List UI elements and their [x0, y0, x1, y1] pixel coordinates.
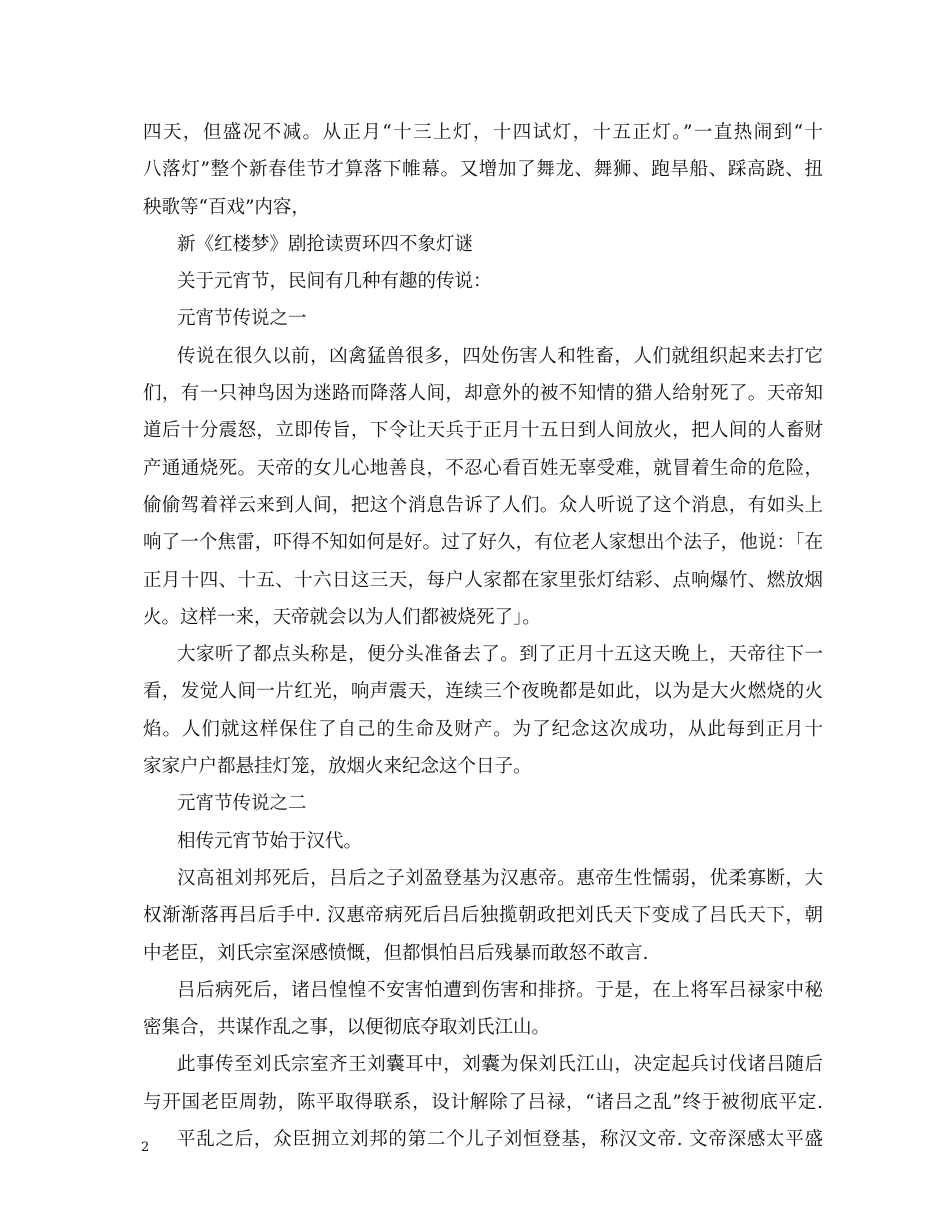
page-number: 2 — [141, 1140, 150, 1155]
text-line: 平乱之后，众臣拥立刘邦的第二个儿子刘恒登基，称汉文帝. 文帝深感太平盛 — [177, 1129, 823, 1151]
text-line: 道后十分震怒，立即传旨，下令让天兵于正月十五日到人间放火，把人间的人畜财 — [143, 420, 823, 442]
text-line: 新《红楼梦》剧抢读贾环四不象灯谜 — [177, 233, 474, 255]
body-text — [143, 114, 823, 1158]
text-line: 正月十四、十五、十六日这三天，每户人家都在家里张灯结彩、点响爆竹、燃放烟 — [143, 569, 823, 591]
text-line: 此事传至刘氏宗室齐王刘囊耳中，刘囊为保刘氏江山，决定起兵讨伐诸吕随后 — [177, 1054, 823, 1076]
text-line: 元宵节传说之一 — [177, 308, 307, 330]
text-line: 响了一个焦雷，吓得不知如何是好。过了好久，有位老人家想出个法子，他说：「在 — [143, 532, 823, 554]
text-line: 密集合，共谋作乱之事，以便彻底夺取刘氏江山。 — [143, 1017, 551, 1039]
text-line: 元宵节传说之二 — [177, 793, 307, 815]
text-line: 与开国老臣周勃，陈平取得联系，设计解除了吕禄，“诸吕之乱”终于被彻底平定. — [143, 1091, 823, 1113]
text-line: 产通通烧死。天帝的女儿心地善良，不忍心看百姓无辜受难，就冒着生命的危险， — [143, 457, 823, 479]
text-line: 火。这样一来，天帝就会以为人们都被烧死了」。 — [143, 606, 541, 628]
text-line: 大家听了都点头称是，便分头准备去了。到了正月十五这天晚上，天帝往下一 — [177, 644, 823, 666]
text-line: 传说在很久以前，凶禽猛兽很多，四处伤害人和牲畜，人们就组织起来去打它 — [177, 345, 823, 367]
text-line: 权渐渐落再吕后手中. 汉惠帝病死后吕后独揽朝政把刘氏天下变成了吕氏天下，朝 — [143, 905, 823, 927]
text-line: 偷偷驾着祥云来到人间，把这个消息告诉了人们。众人听说了这个消息，有如头上 — [143, 494, 823, 516]
text-line: 中老臣，刘氏宗室深感愤慨，但都惧怕吕后残暴而敢怒不敢言. — [143, 942, 649, 964]
text-line: 家家户户都悬挂灯笼，放烟火来纪念这个日子。 — [143, 756, 532, 778]
text-line: 八落灯”整个新春佳节才算落下帷幕。又增加了舞龙、舞狮、跑旱船、踩高跷、扭 — [143, 159, 823, 181]
text-line: 焰。人们就这样保住了自己的生命及财产。为了纪念这次成功，从此每到正月十 — [143, 718, 823, 740]
text-line: 看，发觉人间一片红光，响声震天，连续三个夜晚都是如此，以为是大火燃烧的火 — [143, 681, 823, 703]
text-line: 相传元宵节始于汉代。 — [177, 830, 363, 852]
text-line: 四天，但盛况不减。从正月“十三上灯，十四试灯，十五正灯。”一直热闹到“十 — [143, 122, 823, 143]
text-line: 汉高祖刘邦死后，吕后之子刘盈登基为汉惠帝。惠帝生性懦弱，优柔寡断，大 — [177, 867, 823, 889]
text-line: 秧歌等“百戏”内容， — [143, 196, 310, 218]
text-line: 们，有一只神鸟因为迷路而降落人间，却意外的被不知情的猎人给射死了。天帝知 — [143, 383, 823, 405]
text-line: 吕后病死后，诸吕惶惶不安害怕遭到伤害和排挤。于是，在上将军吕禄家中秘 — [177, 979, 823, 1001]
text-line: 关于元宵节，民间有几种有趣的传说： — [177, 271, 492, 293]
